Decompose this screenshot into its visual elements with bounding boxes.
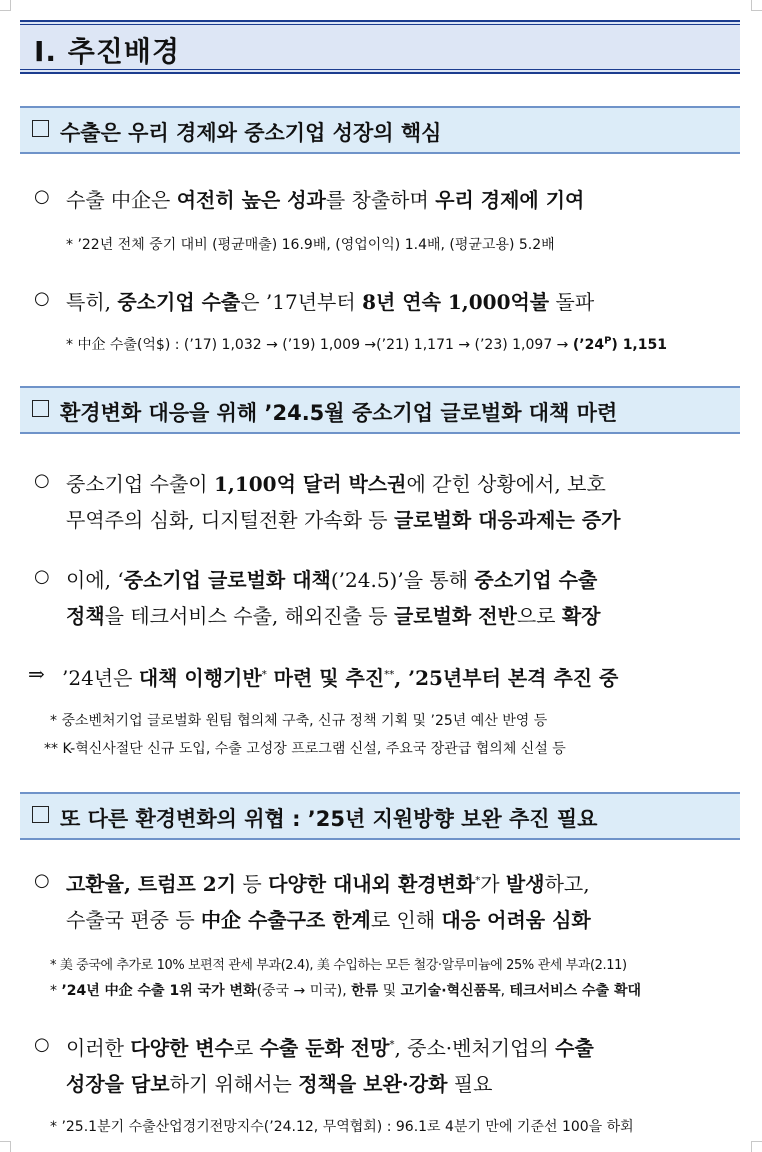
emphasis: 中企 수출구조 한계 (201, 908, 371, 932)
text: 은 ’17년부터 (240, 290, 363, 314)
paragraph-continued (66, 904, 591, 933)
paragraph-continued (66, 600, 600, 629)
emphasis: 수출 (555, 1036, 594, 1060)
emphasis: 8년 연속 1,000억불 (362, 290, 550, 314)
emphasis: 중소기업 수출 (474, 568, 598, 592)
emphasis: 대응 어려움 심화 (441, 908, 591, 932)
emphasis: 마련 및 추진 (266, 666, 385, 690)
page-corner-mark (751, 0, 762, 11)
bullet-icon: ○ (34, 870, 50, 891)
text: ’24년은 (62, 666, 139, 690)
page-corner-mark (0, 1141, 11, 1152)
superscript: * (261, 669, 267, 681)
text: 가 (480, 872, 506, 896)
emphasis: (’24 (572, 337, 605, 353)
text: 하기 위해서는 (169, 1072, 299, 1096)
section-header-1 (20, 106, 740, 154)
text: 및 (378, 983, 401, 999)
page-corner-mark (0, 0, 11, 11)
emphasis: 확장 (561, 604, 601, 628)
paragraph (66, 286, 594, 315)
text: 중소기업 수출이 (66, 472, 214, 496)
bullet-icon: ○ (34, 186, 50, 207)
conclusion-line (62, 662, 618, 691)
superscript: * (389, 1039, 395, 1051)
emphasis: 정책을 보완·강화 (298, 1072, 448, 1096)
emphasis: 대책 이행기반 (138, 666, 262, 690)
text: 돌파 (549, 290, 595, 314)
footnote (66, 334, 667, 354)
emphasis: , ’25년부터 본격 추진 중 (394, 666, 619, 690)
emphasis: 여전히 높은 성과 (176, 188, 326, 212)
paragraph-continued (66, 1068, 492, 1097)
footnote: * 중소벤처기업 글로벌화 원팀 협의체 구축, 신규 정책 기획 및 ’25년 예산 반영 등 (50, 713, 548, 729)
text: 이에, ‘ (66, 568, 124, 592)
arrow-icon: ⇒ (28, 662, 45, 686)
checkbox-square-icon (32, 806, 49, 823)
text: * 中企 수출(억$) : (’17) 1,032 → (’19) 1,009 →(’21) 1,171 → (’23) 1,097 → (66, 337, 573, 353)
emphasis: 중소기업 글로벌화 대책 (123, 568, 331, 592)
emphasis: 우리 경제에 기여 (435, 188, 585, 212)
emphasis: 고기술·혁신품목 (400, 983, 501, 999)
footnote: * ’25.1분기 수출산업경기전망지수(’24.12, 무역협회) : 96.1로 4분기 만에 기준선 100을 하회 (50, 1119, 634, 1135)
emphasis: 발생 (505, 872, 545, 896)
text: * (50, 983, 62, 999)
emphasis: ) 1,151 (611, 337, 667, 353)
emphasis: 정책 (66, 604, 105, 628)
text: 무역주의 심화, 디지털전환 가속화 등 (66, 508, 394, 532)
bullet-icon: ○ (34, 566, 50, 587)
text: 를 창출하며 (325, 188, 436, 212)
superscript: ** (384, 669, 395, 681)
superscript: P (604, 335, 612, 347)
checkbox-square-icon (32, 400, 49, 417)
emphasis: ’24년 中企 수출 1위 국가 변화 (61, 983, 257, 999)
paragraph (66, 184, 584, 213)
bullet-icon: ○ (34, 288, 50, 309)
footnote: * ’22년 전체 중기 대비 (평균매출) 16.9배, (영업이익) 1.4배, (평균고용) 5.2배 (66, 237, 555, 253)
footnote: ** K-혁신사절단 신규 도입, 수출 고성장 프로그램 신설, 주요국 장관급 협의체 신설 등 (44, 741, 566, 757)
emphasis: 고환율, 트럼프 2기 (66, 872, 237, 896)
emphasis: 중소기업 수출 (117, 290, 241, 314)
chapter-title: Ⅰ. 추진배경 (34, 35, 180, 68)
paragraph (66, 868, 590, 897)
footnote (50, 980, 641, 1000)
text: 하고, (544, 872, 590, 896)
page-corner-mark (751, 1141, 762, 1152)
emphasis: 글로벌화 전반 (393, 604, 517, 628)
text: 등 (236, 872, 269, 896)
text: 로 인해 (370, 908, 442, 932)
bullet-icon: ○ (34, 1034, 50, 1055)
section-header-text: 환경변화 대응을 위해 ’24.5월 중소기업 글로벌화 대책 마련 (60, 401, 618, 425)
text: , 중소·벤처기업의 (394, 1036, 556, 1060)
section-header-text: 수출은 우리 경제와 중소기업 성장의 핵심 (60, 121, 442, 145)
section-header-2 (20, 386, 740, 434)
paragraph-continued (66, 504, 620, 533)
superscript: * (475, 875, 481, 887)
emphasis: 테크서비스 수출 확대 (509, 983, 641, 999)
text: 으로 (516, 604, 562, 628)
text: 특히, (66, 290, 118, 314)
text: , (500, 983, 510, 999)
emphasis: 수출 둔화 전망 (259, 1036, 390, 1060)
emphasis: 다양한 변수 (130, 1036, 234, 1060)
emphasis: 한류 (351, 983, 379, 999)
emphasis: 글로벌화 대응과제는 증가 (393, 508, 621, 532)
section-header-3 (20, 792, 740, 840)
text: (’24.5)’을 통해 (330, 568, 475, 592)
footnote: * 美 중국에 추가로 10% 보편적 관세 부과(2.4), 美 수입하는 모든 철강·알루미늄에 25% 관세 부과(2.11) (50, 958, 627, 973)
chapter-title-bar (20, 20, 740, 74)
emphasis: 1,100억 달러 박스권 (213, 472, 407, 496)
paragraph (66, 564, 597, 593)
text: (중국 → 미국), (256, 983, 352, 999)
emphasis: 성장을 담보 (66, 1072, 170, 1096)
text: 이러한 (66, 1036, 131, 1060)
emphasis: 다양한 대내외 환경변화 (268, 872, 476, 896)
text: 에 갇힌 상황에서, 보호 (406, 472, 606, 496)
paragraph (66, 1032, 594, 1061)
text: 필요 (447, 1072, 493, 1096)
text: 수출 中企은 (66, 188, 177, 212)
text: 수출국 편중 등 (66, 908, 201, 932)
checkbox-square-icon (32, 120, 49, 137)
text: 로 (233, 1036, 260, 1060)
bullet-icon: ○ (34, 470, 50, 491)
section-header-text: 또 다른 환경변화의 위협 : ’25년 지원방향 보완 추진 필요 (60, 807, 598, 831)
text: 을 테크서비스 수출, 해외진출 등 (104, 604, 394, 628)
paragraph (66, 468, 606, 497)
